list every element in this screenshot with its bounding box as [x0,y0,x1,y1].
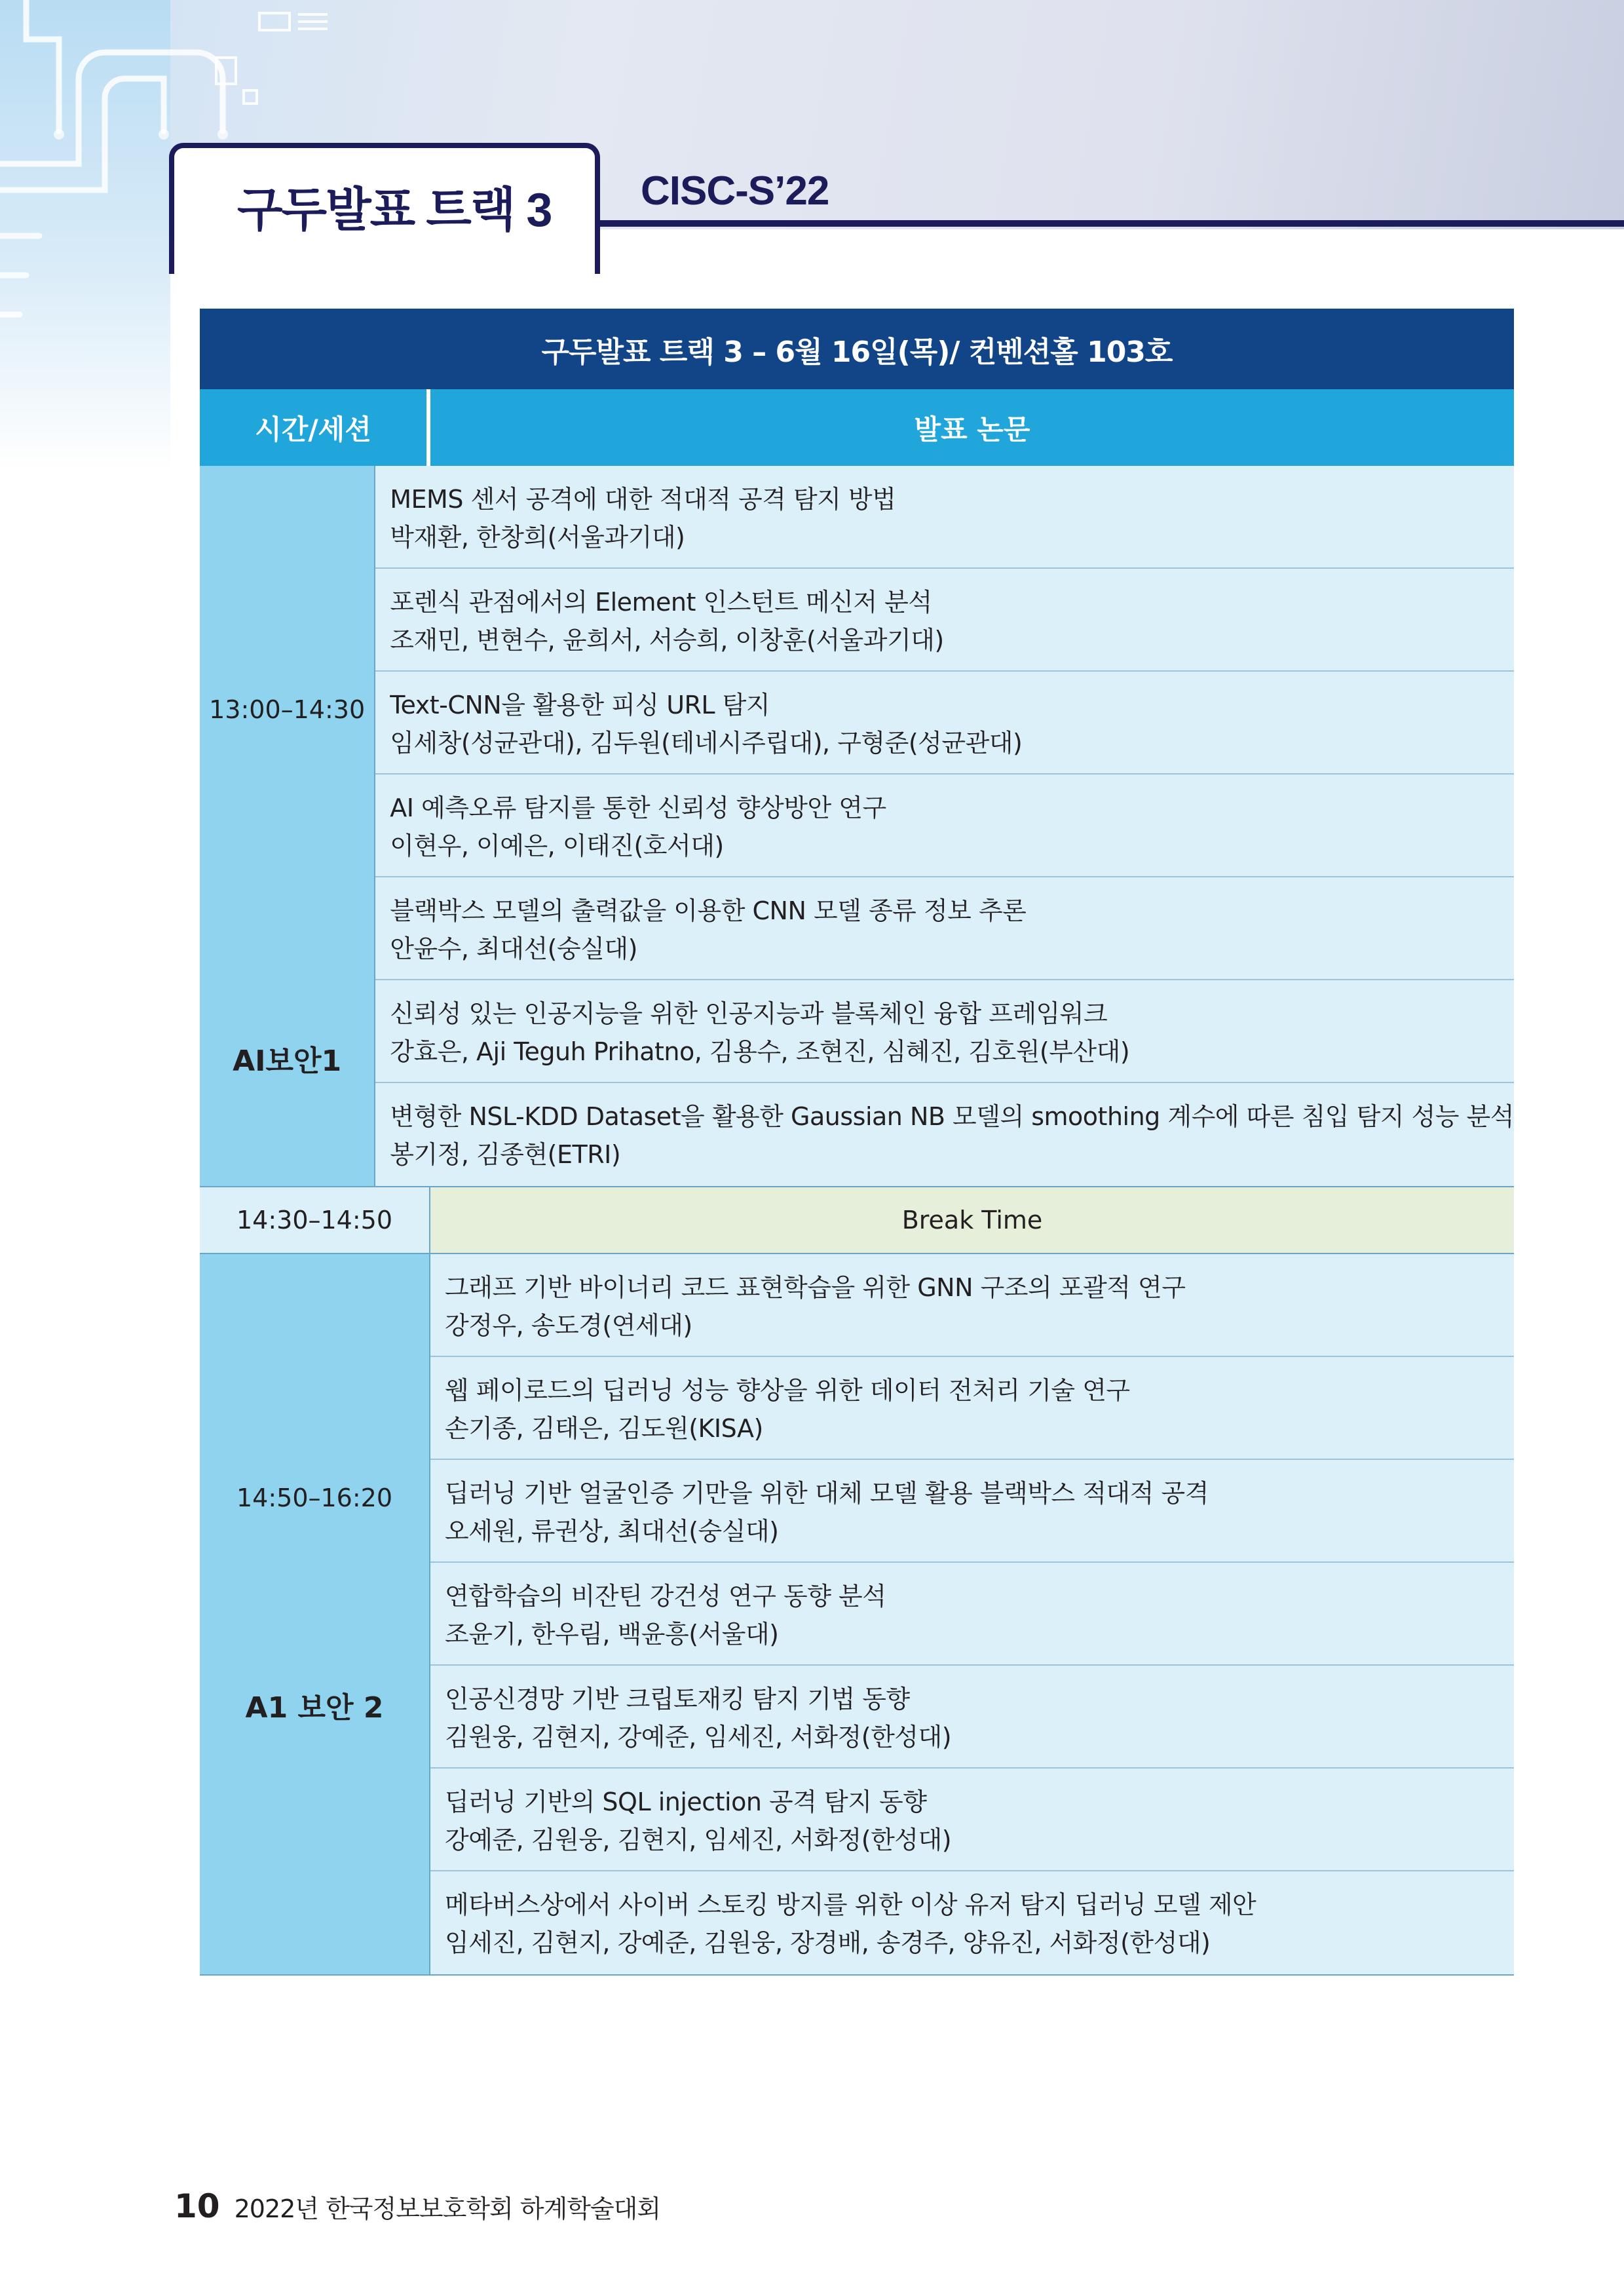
session-block-2 [200,1254,1514,1976]
paper-title: 연합학습의 비잔틴 강건성 연구 동향 분석 [445,1582,886,1611]
paper-item [375,466,1514,569]
break-label: Break Time [430,1187,1514,1253]
table-title: 구두발표 트랙 3 – 6월 16일(목)/ 컨벤션홀 103호 [200,309,1514,389]
schedule-table [200,309,1514,1976]
column-header-time: 시간/세션 [200,389,430,466]
paper-item [430,1460,1514,1563]
paper-title: 딥러닝 기반 얼굴인증 기만을 위한 대체 모델 활용 블랙박스 적대적 공격 [445,1479,1209,1508]
paper-item [430,1871,1514,1974]
paper-authors: 임세창(성균관대), 김두원(테네시주립대), 구형준(성균관대) [390,729,1023,757]
session-block-1 [200,466,1514,1187]
paper-item [375,980,1514,1083]
paper-title: 블랙박스 모델의 출력값을 이용한 CNN 모델 종류 정보 추론 [390,896,1027,925]
paper-list [375,466,1514,1186]
paper-title: 딥러닝 기반의 SQL injection 공격 탐지 동향 [445,1788,927,1816]
paper-authors: 박재환, 한창희(서울과기대) [390,523,685,552]
page-footer [174,2187,660,2225]
paper-item [375,775,1514,877]
paper-authors: 조재민, 변현수, 윤희서, 서승희, 이창훈(서울과기대) [390,626,944,655]
paper-item [375,569,1514,672]
session-time: 14:50–16:20 [236,1483,393,1512]
paper-authors: 강예준, 김원웅, 김현지, 임세진, 서화정(한성대) [445,1826,952,1854]
header-rule [595,220,1624,227]
session-name: A1 보안 2 [245,1691,384,1725]
paper-authors: 손기종, 김태은, 김도원(KISA) [445,1414,763,1443]
session-name: AI보안1 [233,1044,342,1078]
paper-authors: 이현우, 이예은, 이태진(호서대) [390,832,724,860]
paper-item [430,1666,1514,1769]
table-header-row [200,389,1514,466]
paper-title: Text-CNN을 활용한 피싱 URL 탐지 [390,691,770,719]
page-number: 10 [174,2187,220,2225]
paper-title: 메타버스상에서 사이버 스토킹 방지를 위한 이상 유저 탐지 딥러닝 모델 제안 [445,1890,1256,1919]
paper-title: 신뢰성 있는 인공지능을 위한 인공지능과 블록체인 융합 프레임워크 [390,999,1108,1028]
paper-item [430,1563,1514,1666]
session-cell [200,1254,430,1974]
paper-authors: 임세진, 김현지, 강예준, 김원웅, 장경배, 송경주, 양유진, 서화정(한성대) [445,1928,1211,1957]
paper-item [430,1357,1514,1460]
paper-item [375,877,1514,980]
paper-authors: 강효은, Aji Teguh Prihatno, 김용수, 조현진, 심혜진, 김호원(부산대) [390,1037,1130,1066]
paper-item [430,1254,1514,1357]
paper-title: MEMS 센서 공격에 대한 적대적 공격 탐지 방법 [390,485,896,514]
paper-authors: 강정우, 송도경(연세대) [445,1311,692,1340]
conference-label: CISC-S’22 [641,168,829,214]
paper-title: 웹 페이로드의 딥러닝 성능 향상을 위한 데이터 전처리 기술 연구 [445,1376,1130,1405]
session-cell [200,466,375,1186]
break-time: 14:30–14:50 [200,1187,430,1253]
paper-title: 포렌식 관점에서의 Element 인스턴트 메신저 분석 [390,588,932,617]
column-header-papers: 발표 논문 [430,389,1514,466]
paper-title: AI 예측오류 탐지를 통한 신뢰성 향상방안 연구 [390,794,886,822]
section-title: 구두발표 트랙 3 [237,184,552,237]
paper-authors: 봉기정, 김종현(ETRI) [390,1140,621,1169]
paper-list [430,1254,1514,1974]
paper-item [375,1083,1514,1186]
break-row [200,1187,1514,1254]
session-time: 13:00–14:30 [209,695,366,724]
paper-item [375,672,1514,775]
paper-item [430,1769,1514,1871]
paper-authors: 안윤수, 최대선(숭실대) [390,934,637,963]
paper-title: 변형한 NSL-KDD Dataset을 활용한 Gaussian NB 모델의 smoothing 계수에 따른 침입 탐지 성능 분석 [390,1102,1514,1131]
paper-authors: 오세원, 류권상, 최대선(숭실대) [445,1517,779,1546]
paper-authors: 김원웅, 김현지, 강예준, 임세진, 서화정(한성대) [445,1723,952,1751]
paper-title: 인공신경망 기반 크립토재킹 탐지 기법 동향 [445,1685,910,1713]
footer-text: 2022년 한국정보보호학회 하계학술대회 [234,2194,661,2223]
paper-title: 그래프 기반 바이너리 코드 표현학습을 위한 GNN 구조의 포괄적 연구 [445,1273,1186,1302]
paper-authors: 조윤기, 한우림, 백윤흥(서울대) [445,1620,779,1649]
